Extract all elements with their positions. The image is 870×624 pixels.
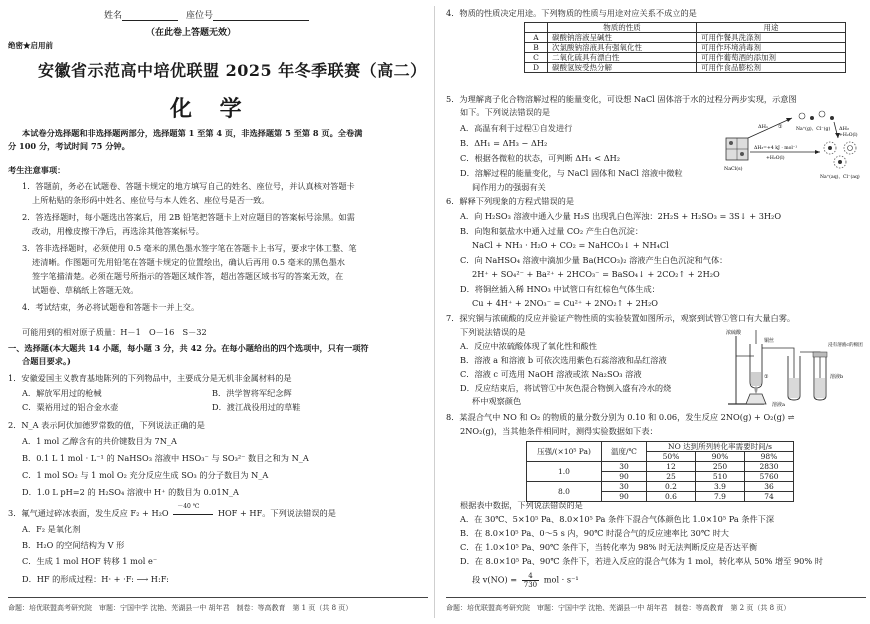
aqueous-ions-icon xyxy=(824,142,856,168)
table-cell: 碳酸氢铵受热分解 xyxy=(548,63,697,73)
table-cell: 可用作餐具洗涤剂 xyxy=(697,33,846,43)
q6-line: C．向 NaHSO₄ 溶液中滴加少量 Ba(HCO₃)₂ 溶液产生白色沉淀和气体： xyxy=(460,255,728,265)
table-cell: 510 xyxy=(696,472,745,482)
table-cell: 90 xyxy=(602,472,647,482)
q2-option-c: C．1 mol SO₂ 与 1 mol O₂ 充分反应生成 SO₃ 的分子数目为 N_A xyxy=(22,470,269,480)
table-cell: 次氯酸钠溶液具有强氧化性 xyxy=(548,43,697,53)
label-dh1: ΔH₁ xyxy=(758,124,768,130)
arrow-step1 xyxy=(748,118,792,138)
q1-stem: 1．安徽爱国主义教育基地陈列的下列物品中，主要成分是无机非金属材料的是 xyxy=(8,373,292,383)
label-step1-circle: ① xyxy=(778,124,783,130)
q3-option-c: C．生成 1 mol HOF 转移 1 mol e⁻ xyxy=(22,556,158,566)
label-step2: +H₂O(l) xyxy=(839,133,858,138)
q8-option-a: A．在 30℃、5×10⁵ Pa、8.0×10⁵ Pa 条件下混合气体颜色比 1.0×10⁵ Pa 条件下深 xyxy=(460,514,775,524)
intro-line-1: 本试卷分选择题和非选择题两部分，选择题第 1 至第 4 页，非选择题第 5 至第 8 页。全卷满 xyxy=(22,128,363,138)
table-header-row xyxy=(527,442,794,452)
q8-formula xyxy=(472,572,579,589)
table-cell: 2830 xyxy=(745,462,794,472)
label-conc-acid: 浓硫酸 xyxy=(726,330,742,336)
q7-option-d-cont: 杯中观察颜色 xyxy=(472,396,522,406)
note-line: 试题卷、草稿纸上答题无效。 xyxy=(32,285,139,295)
q3-stem xyxy=(8,503,336,520)
table-cell: 二氧化硫具有漂白性 xyxy=(548,53,697,63)
label-aqueous-ions: Na⁺(aq)、Cl⁻(aq) xyxy=(820,175,860,180)
note-line: 改动，用橡皮擦干净后，再选涂其他答案标号。 xyxy=(32,226,204,236)
label-dh3: ΔH₃=+4 kJ · mol⁻¹ xyxy=(754,146,798,151)
table-cell: C xyxy=(525,53,548,63)
table-header-cell: 温度/℃ xyxy=(602,442,647,462)
q8-stem-1: 8．某混合气中 NO 和 O₂ 的物质的量分数分别为 0.10 和 0.06，发生反应 2NO(g) + O₂(g) ⇌ xyxy=(446,412,795,422)
q5-option-c: C．根据各微粒的状态，可判断 ΔH₁ < ΔH₂ xyxy=(460,153,621,163)
note-line: 签字笔描清楚。必须在题号所指示的答题区域作答，超出答题区域书写的答案无效，在 xyxy=(32,271,344,281)
table-row xyxy=(525,33,846,43)
q6-line: A．向 H₂SO₃ 溶液中通入少量 H₂S 出现乳白色浑浊：2H₂S + H₂SO₃ = 3S↓ + 3H₂O xyxy=(460,211,782,221)
q8-option-b: B．在 8.0×10⁵ Pa、0～5 s 内，90℃ 时混合气的反应速率比 30℃ 时大 xyxy=(460,528,729,538)
burner-icon xyxy=(746,386,766,404)
table-header-cell: 压强/(×10⁵ Pa) xyxy=(527,442,602,462)
formula-fraction xyxy=(522,572,539,589)
table-cell: 36 xyxy=(745,482,794,492)
note-line: 3．答非选择题时，必须使用 0.5 毫米的黑色墨水签字笔在答题卡上书写，要求字体工整、笔 xyxy=(22,243,357,253)
section-heading-cont: 合题目要求。) xyxy=(22,356,71,366)
table-row xyxy=(525,43,846,53)
table-cell: 8.0 xyxy=(527,482,602,502)
label-gas-ions: Na⁺(g)、Cl⁻(g) xyxy=(796,127,831,132)
q7-option-c: C．溶液 c 可选用 NaOH 溶液或浓 Na₂SO₃ 溶液 xyxy=(460,369,642,379)
q1-option-d: D．渡江战役用过的草鞋 xyxy=(212,402,301,412)
test-tube-1-icon xyxy=(750,344,762,388)
q2-option-a: A．1 mol 乙醇含有的共价键数目为 7N_A xyxy=(22,436,177,446)
q7-stem-2: 下列说法错误的是 xyxy=(460,327,526,337)
q8-option-d: D．在 8.0×10⁵ Pa、90℃ 条件下，若进入反应的混合气体为 1 mol，转化率从 50% 增至 90% 时 xyxy=(460,556,823,566)
q6-line: 2H⁺ + SO₄²⁻ + Ba²⁺ + 2HCO₃⁻ = BaSO₄↓ + 2CO₂↑ + 2H₂O xyxy=(472,269,720,279)
nacl-crystal-icon xyxy=(726,138,748,160)
table-row xyxy=(525,53,846,63)
table-cell: 1.0 xyxy=(527,462,602,482)
note-line: 4．考试结束，务必将试题卷和答题卡一并上交。 xyxy=(22,302,200,312)
q3-stem-part1: 3．氟气通过碎冰表面，发生反应 F₂ + H₂O xyxy=(8,508,169,518)
exam-page-1 xyxy=(0,0,432,624)
formula-denominator: 730 xyxy=(523,581,538,589)
note-line: 2．答选择题时，每小题选出答案后，用 2B 铅笔把答题卡上对应题目的答案标号涂黑。如需 xyxy=(22,212,355,222)
secret-mark: 绝密★启用前 xyxy=(8,41,53,50)
table-header-cell: 90% xyxy=(696,452,745,462)
q7-option-b: B．溶液 a 和溶液 b 可依次选用紫色石蕊溶液和品红溶液 xyxy=(460,355,667,365)
q3-option-d: D．HF 的形成过程：H· + ·F: ⟶ H:F: xyxy=(22,574,169,584)
table-cell: 3.9 xyxy=(696,482,745,492)
table-cell: 90 xyxy=(602,492,647,502)
label-step3: +H₂O(l) xyxy=(766,156,785,161)
page-footer: 命题：培优联盟高考研究院 审题：宁国中学 沈艳、芜湖县一中 胡年君 制卷：等高教育 第 1 页（共 8 页） xyxy=(8,604,353,612)
label-cotton-ball: 浸有溶液c的棉团 xyxy=(828,343,863,348)
name-label: 姓名 xyxy=(104,11,123,21)
q7-option-d: D．反应结束后，将试管①中灰色混合物倒入盛有冷水的烧 xyxy=(460,383,672,393)
table-header-cell: 98% xyxy=(745,452,794,462)
q8-stem-2: 2NO₂(g)，当其他条件相同时，测得实验数据如下表： xyxy=(460,426,658,436)
label-solution-b: 溶液b xyxy=(830,374,844,380)
q8-table xyxy=(526,441,794,502)
table-cell: 0.6 xyxy=(647,492,696,502)
table-cell: 可用作食品膨松剂 xyxy=(697,63,846,73)
table-row xyxy=(527,462,794,472)
formula-unit: mol · s⁻¹ xyxy=(543,574,579,585)
q2-option-b: B．0.1 L 1 mol · L⁻¹ 的 NaHSO₃ 溶液中 HSO₃⁻ 与 SO₃²⁻ 数目之和为 N_A xyxy=(22,453,309,463)
table-cell: 30 xyxy=(602,482,647,492)
page-divider xyxy=(434,6,435,618)
q5-stem-1: 5．为理解离子化合物溶解过程的能量变化，可设想 NaCl 固体溶于水的过程分两步实现，示意图 xyxy=(446,94,797,104)
note-line: 上所粘贴的条形码中姓名、座位号与本人姓名、座位号是否一致。 xyxy=(32,195,270,205)
table-cell: 250 xyxy=(696,462,745,472)
q7-option-a: A．反应中浓硫酸体现了氧化性和酸性 xyxy=(460,341,597,351)
table-cell: 5760 xyxy=(745,472,794,482)
q2-option-d: D．1.0 L pH=2 的 H₂SO₄ 溶液中 H⁺ 的数目为 0.01N_A xyxy=(22,487,239,497)
table-cell: B xyxy=(525,43,548,53)
q5-stem-2: 如下。下列说法错误的是 xyxy=(460,107,551,117)
table-cell: 0.2 xyxy=(647,482,696,492)
table-row xyxy=(527,482,794,492)
q5-option-b: B．ΔH₁ = ΔH₃ − ΔH₂ xyxy=(460,138,548,148)
table-header-cell: 物质的性质 xyxy=(548,23,697,33)
q3-option-b: B．H₂O 的空间结构为 V 形 xyxy=(22,540,125,550)
exam-page-2 xyxy=(438,0,870,624)
notes-title: 考生注意事项： xyxy=(8,165,66,175)
table-cell: 碳酸钠溶液呈碱性 xyxy=(548,33,697,43)
intro-line-2: 分 100 分，考试时间 75 分钟。 xyxy=(8,141,130,151)
table-cell: D xyxy=(525,63,548,73)
label-nacl-solid: NaCl(s) xyxy=(724,167,743,172)
footer-rule xyxy=(8,597,428,598)
q1-option-a: A．解放军用过的枪械 xyxy=(22,388,102,398)
q3-condition: －40 ℃ xyxy=(177,503,200,510)
table-header-cell: NO 达到所列转化率需要时间/s xyxy=(647,442,794,452)
table-cell: A xyxy=(525,33,548,43)
section-heading: 一、选择题(本大题共 14 小题，每小题 3 分，共 42 分。在每小题给出的四个选项中，只有一项符 xyxy=(8,343,369,353)
table-cell: 74 xyxy=(745,492,794,502)
table-cell: 30 xyxy=(602,462,647,472)
footer-rule xyxy=(446,597,866,598)
q5-option-d-cont: 间作用力的强弱有关 xyxy=(472,182,546,192)
atomic-mass-line: 可能用到的相对原子质量：H－1 O－16 S－32 xyxy=(22,327,207,337)
table-cell: 12 xyxy=(647,462,696,472)
subject-title: 化 学 xyxy=(170,96,252,122)
q3-reaction-arrow xyxy=(171,503,215,519)
seat-field xyxy=(186,8,309,21)
q4-stem: 4．物质的性质决定用途。下列物质的性质与用途对应关系不成立的是 xyxy=(446,8,697,18)
note-line: 1．答题前，务必在试题卷、答题卡规定的地方填写自己的姓名、座位号，并认真核对答题卡 xyxy=(22,181,355,191)
q6-line: Cu + 4H⁺ + 2NO₃⁻ = Cu²⁺ + 2NO₂↑ + 2H₂O xyxy=(472,298,658,308)
q6-line: D．将铜丝插入稀 HNO₃ 中试管口有红棕色气体生成： xyxy=(460,284,660,294)
q5-option-d: D．溶解过程的能量变化，与 NaCl 固体和 NaCl 溶液中微粒 xyxy=(460,168,683,178)
no-answer-note: （在此卷上答题无效） xyxy=(146,28,237,38)
q4-table xyxy=(524,22,846,73)
q7-stem-1: 7．探究铜与浓硫酸的反应并验证产物性质的实验装置如图所示，观察到试管①管口有大量白雾。 xyxy=(446,313,796,323)
table-cell: 可用作环境消毒剂 xyxy=(697,43,846,53)
table-header-cell xyxy=(525,23,548,33)
label-solution-a: 溶液a xyxy=(772,402,785,408)
page-footer: 命题：培优联盟高考研究院 审题：宁国中学 沈艳、芜湖县一中 胡年君 制卷：等高教育 第 2 页（共 8 页） xyxy=(446,604,791,612)
table-header-cell: 50% xyxy=(647,452,696,462)
table-header-cell: 用途 xyxy=(697,23,846,33)
q8-option-c: C．在 1.0×10⁵ Pa、90℃ 条件下，当转化率为 98% 时无法判断反应是否达平衡 xyxy=(460,542,758,552)
name-field xyxy=(104,8,178,21)
label-dh2: ΔH₂ xyxy=(839,126,849,132)
table-cell: 25 xyxy=(647,472,696,482)
q6-line: B．向饱和氨盐水中通入过量 CO₂ 产生白色沉淀： xyxy=(460,226,644,236)
table-cell: 可用作葡萄酒的添加剂 xyxy=(697,53,846,63)
q5-option-a: A．高温有利于过程①自发进行 xyxy=(460,123,573,133)
note-line: 迹清晰。作图题可先用铅笔在答题卡规定的位置绘出，确认后再用 0.5 毫米的黑色墨水 xyxy=(32,257,345,267)
q2-stem: 2．N_A 表示阿伏加德罗常数的值，下列说法正确的是 xyxy=(8,420,205,430)
gas-ions-icon xyxy=(799,111,834,120)
formula-prefix: 段 v(NO) = xyxy=(472,574,518,585)
table-row xyxy=(525,63,846,73)
label-tube-1: ① xyxy=(764,374,769,380)
label-copper-wire: 铜丝 xyxy=(764,338,775,344)
nacl-dissolution-diagram xyxy=(722,108,868,184)
q1-option-c: C．粟裕用过的铝合金水壶 xyxy=(22,402,119,412)
formula-numerator: 4 xyxy=(522,572,539,581)
seat-label: 座位号 xyxy=(186,11,214,21)
apparatus-diagram xyxy=(724,326,868,408)
q6-line: NaCl + NH₃ · H₂O + CO₂ = NaHCO₃↓ + NH₄Cl xyxy=(472,240,669,250)
table-cell: 7.9 xyxy=(696,492,745,502)
q1-option-b: B．洪学智将军纪念辉 xyxy=(212,388,292,398)
exam-title: 安徽省示范高中培优联盟 2025 年冬季联赛（高二） xyxy=(38,61,427,80)
q6-stem: 6．解释下列现象的方程式错误的是 xyxy=(446,196,575,206)
q8-after-table: 根据表中数据，下列说法错误的是 xyxy=(460,500,583,510)
q3-stem-part2: HOF + HF。下列说法错误的是 xyxy=(217,508,336,518)
table-header-row xyxy=(525,23,846,33)
q3-option-a: A．F₂ 是氧化剂 xyxy=(22,524,81,534)
